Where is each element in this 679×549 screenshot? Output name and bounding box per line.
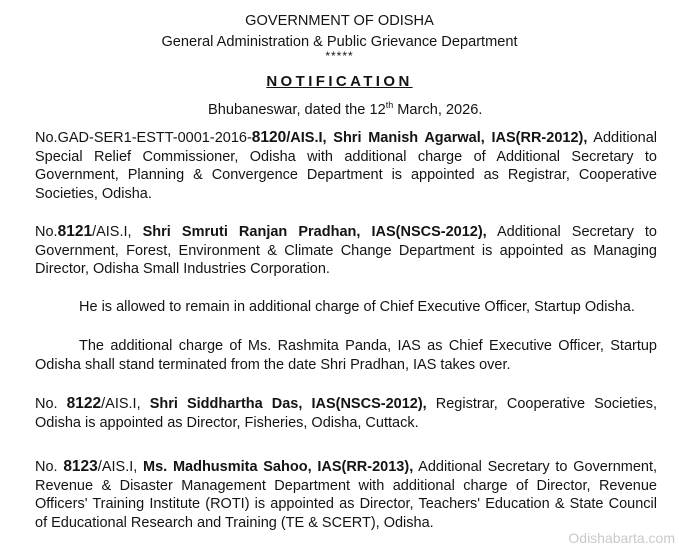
header-stars: *****: [325, 49, 354, 63]
termination-note: The additional charge of Ms. Rashmita Panda, IAS as Chief Executive Officer, Startup Odisha shall stand terminated from the date Shri Pradhan, IAS takes over.: [35, 338, 657, 373]
government-heading: GOVERNMENT OF ODISHA: [245, 13, 434, 29]
notification-title: NOTIFICATION: [266, 73, 413, 90]
order-ref-suffix: /AIS.I,: [286, 130, 334, 146]
order-number: 8121: [57, 223, 93, 240]
order-ref-prefix: No.: [35, 459, 64, 475]
order-number: 8123: [63, 458, 98, 475]
order-number: 8122: [66, 395, 102, 412]
order-text: Registrar, Cooperative Societies, Odisha is appointed as Director, Fisheries, Odisha, Cuttack.: [35, 396, 658, 431]
order-paragraph-8122: [35, 395, 657, 432]
order-ref-suffix: /AIS.I,: [92, 224, 143, 240]
department-heading: General Administration & Public Grievance Department: [161, 34, 518, 50]
order-ref-suffix: /AIS.I,: [97, 459, 144, 475]
order-text: Additional Secretary to Government, Forest, Environment & Climate Change Department is appointed as Managing Director, Odisha Small Industries Corporation.: [35, 224, 657, 278]
officer-name: Shri Siddhartha Das, IAS(NSCS-2012),: [149, 396, 427, 412]
officer-name: Shri Smruti Ranjan Pradhan, IAS(NSCS-2012),: [142, 224, 487, 240]
order-ref-suffix: /AIS.I,: [101, 396, 150, 412]
order-ref-prefix: No.: [35, 224, 58, 240]
order-paragraph-8121: [35, 223, 657, 279]
order-text: Additional Secretary to Government, Revenue & Disaster Management Department with additional charge of Director, Revenue Officers' Training Institute (ROTI) is appointed as Director, Teachers' Education & State Council of Educational Research and Training (TE & SCERT), Odisha.: [35, 459, 658, 531]
dateline: [208, 101, 482, 119]
officer-name: Ms. Madhusmita Sahoo, IAS(RR-2013),: [143, 459, 414, 475]
watermark: Odishabarta.com: [568, 530, 675, 546]
order-number: 8120: [251, 129, 287, 146]
order-paragraph-8123: [35, 458, 657, 532]
dateline-suffix: March, 2026.: [393, 102, 483, 118]
order-text: Additional Special Relief Commissioner, Odisha with additional charge of Additional Secretary to Government, Planning & Convergence Department is appointed as Registrar, Cooperative Societies, Odisha.: [35, 130, 657, 202]
dateline-superscript: th: [385, 100, 394, 110]
dateline-prefix: Bhubaneswar, dated the 12: [208, 102, 386, 118]
officer-name: Shri Manish Agarwal, IAS(RR-2012),: [333, 130, 588, 146]
order-paragraph-8120: [35, 129, 657, 203]
order-ref-prefix: No.GAD-SER1-ESTT-0001-2016-: [35, 130, 252, 146]
additional-charge-note: He is allowed to remain in additional charge of Chief Executive Officer, Startup Odisha.: [79, 299, 635, 315]
order-ref-prefix: No.: [35, 396, 67, 412]
